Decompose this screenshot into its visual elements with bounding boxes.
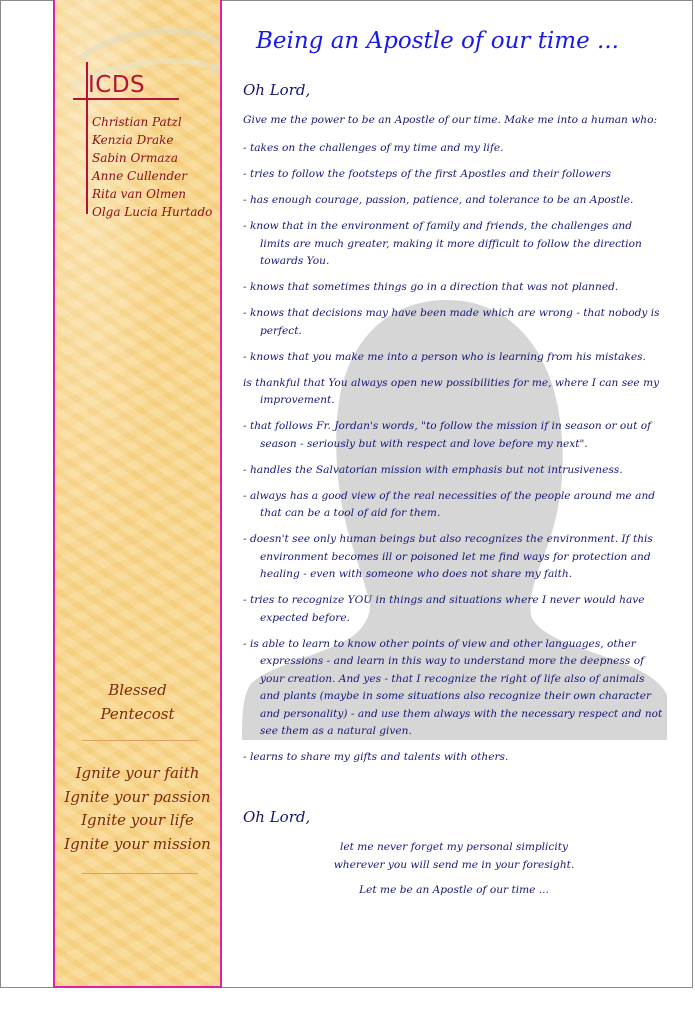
author-name: Christian Patzl — [92, 115, 182, 129]
logo-horizontal-line — [73, 98, 179, 100]
sidebar-divider — [82, 873, 198, 874]
greeting-heading: Oh Lord, — [243, 81, 311, 99]
ignite-line: Ignite your mission — [64, 834, 211, 853]
closing-greeting-heading: Oh Lord, — [243, 808, 311, 826]
author-name: Rita van Olmen — [92, 187, 187, 201]
prayer-item: - is able to learn to know other points of view and other languages, other expressions - and learn in this way to understand more the deepness of your creation. And yes - that I recognize the right of life also of animals and plants (maybe in some situations also recognize their own character and personality) - and use them always with the necessary respect and not see them as a natural given. — [243, 637, 663, 737]
intro-text: Give me the power to be an Apostle of our time. Make me into a human who: — [243, 114, 658, 126]
prayer-item: - takes on the challenges of my time and my life. — [243, 142, 504, 154]
prayer-item: - always has a good view of the real necessities of the people around me and that can be a tool of aid for them. — [243, 489, 656, 519]
prayer-item: - knows that you make me into a person who is learning from his mistakes. — [243, 350, 646, 363]
closing-line: let me never forget my personal simplicity — [340, 841, 568, 853]
prayer-item: - handles the Salvatorian mission with emphasis but not intrusiveness. — [243, 463, 623, 476]
prayer-item: is thankful that You always open new possibilities for me, where I can see my improvement. — [243, 376, 660, 406]
author-names-list — [92, 113, 212, 221]
ignite-slogans — [53, 762, 222, 856]
sidebar-divider — [82, 740, 198, 741]
prayer-item: - learns to share my gifts and talents with others. — [243, 751, 509, 763]
prayer-item: - that follows Fr. Jordan's words, "to follow the mission if in season or out of season - seriously but with respect and love before my next". — [243, 420, 652, 450]
icds-logo: ICDS — [88, 72, 146, 98]
blessed-pentecost — [53, 678, 222, 726]
author-name: Sabin Ormaza — [92, 151, 179, 165]
closing-text — [243, 838, 665, 874]
prayer-item: - know that in the environment of family and friends, the challenges and limits are much greater, making it more difficult to follow the direction towards You. — [243, 220, 642, 267]
final-line: Let me be an Apostle of our time ... — [359, 884, 549, 896]
prayer-item: - doesn't see only human beings but also recognizes the environment. If this environment becomes ill or poisoned let me find ways for protection and healing - even with someone who does not share my faith. — [243, 533, 653, 580]
prayer-item: - tries to recognize YOU in things and situations where I never would have expected before. — [243, 594, 645, 624]
prayer-list — [243, 140, 665, 775]
author-name: Olga Lucia Hurtado — [92, 205, 213, 219]
ignite-line: Ignite your faith — [75, 764, 200, 782]
prayer-item: - knows that sometimes things go in a direction that was not planned. — [243, 281, 619, 293]
author-name: Anne Cullender — [92, 169, 187, 183]
author-name: Kenzia Drake — [92, 133, 174, 147]
ignite-line: Ignite your life — [81, 811, 194, 829]
blessed-line: Pentecost — [100, 705, 175, 723]
prayer-item: - tries to follow the footsteps of the first Apostles and their followers — [243, 168, 612, 180]
prayer-item: - knows that decisions may have been made which are wrong - that nobody is perfect. — [243, 307, 660, 337]
page-title: Being an Apostle of our time ... — [256, 28, 619, 54]
ignite-line: Ignite your passion — [64, 787, 211, 806]
prayer-item: - has enough courage, passion, patience, and tolerance to be an Apostle. — [243, 194, 634, 206]
closing-line: wherever you will send me in your foresight. — [333, 859, 575, 871]
blessed-line: Blessed — [108, 681, 167, 699]
